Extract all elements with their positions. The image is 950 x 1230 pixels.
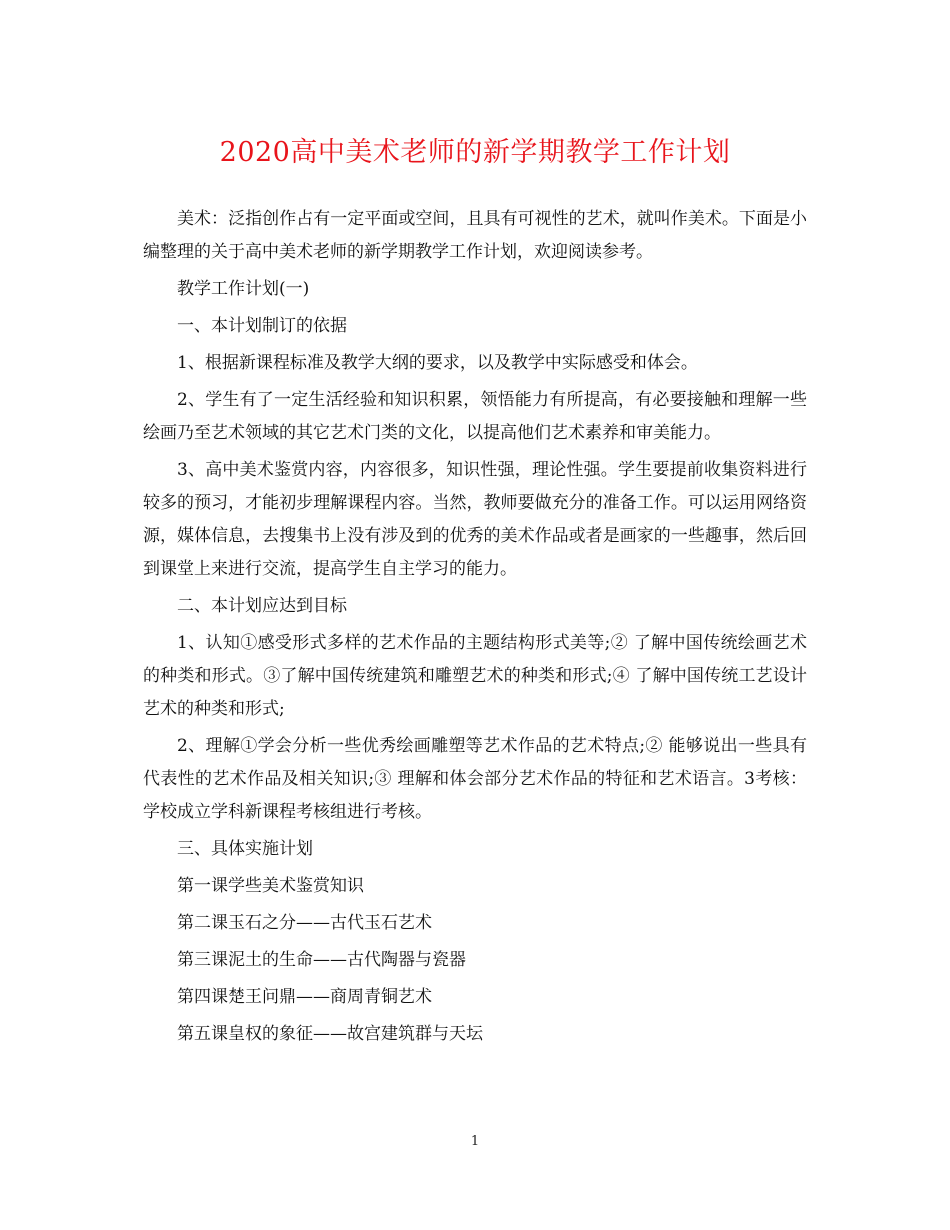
- paragraph-lesson-4: 第四课楚王问鼎——商周青铜艺术: [177, 987, 432, 1007]
- document-body: [143, 203, 807, 1055]
- paragraph-basis-2: 2、学生有了一定生活经验和知识积累，领悟能力有所提高，有必要接触和理解一些绘画乃至艺术领域的其它艺术门类的文化，以提高他们艺术素养和审美能力。: [143, 390, 807, 443]
- paragraph-basis-3: 3、高中美术鉴赏内容，内容很多，知识性强，理论性强。学生要提前收集资料进行较多的预习，才能初步理解课程内容。当然，教师要做充分的准备工作。可以运用网络资源，媒体信息，去搜集书上没有涉及到的优秀的美术作品或者是画家的一些趣事，然后回到课堂上来进行交流，提高学生自主学习的能力。: [143, 460, 807, 579]
- paragraph-section-3-heading: 三、具体实施计划: [177, 839, 313, 859]
- paragraph-lesson-2: 第二课玉石之分——古代玉石艺术: [177, 913, 432, 933]
- document-title: 2020高中美术老师的新学期教学工作计划: [219, 137, 731, 168]
- paragraph-lesson-1: 第一课学些美术鉴赏知识: [177, 876, 364, 896]
- paragraph-lesson-5: 第五课皇权的象征——故宫建筑群与天坛: [177, 1024, 483, 1044]
- paragraph-section-1-heading: 一、本计划制订的依据: [177, 316, 347, 336]
- paragraph-section-2-heading: 二、本计划应达到目标: [177, 596, 347, 616]
- paragraph-lesson-3: 第三课泥土的生命——古代陶器与瓷器: [177, 950, 466, 970]
- paragraph-goal-2: 2、理解①学会分析一些优秀绘画雕塑等艺术作品的艺术特点;② 能够说出一些具有代表性的艺术作品及相关知识;③ 理解和体会部分艺术作品的特征和艺术语言。3考核：学校成立学科新课程考核组进行考核。: [143, 736, 807, 822]
- page-number: 1: [470, 1134, 480, 1149]
- paragraph-intro: 美术：泛指创作占有一定平面或空间，且具有可视性的艺术，就叫作美术。下面是小编整理的关于高中美术老师的新学期教学工作计划，欢迎阅读参考。: [143, 209, 807, 262]
- paragraph-goal-1: 1、认知①感受形式多样的艺术作品的主题结构形式美等;② 了解中国传统绘画艺术的种类和形式。③了解中国传统建筑和雕塑艺术的种类和形式;④ 了解中国传统工艺设计艺术的种类和形式;: [143, 633, 807, 719]
- paragraph-plan-heading: 教学工作计划(一): [177, 279, 310, 299]
- paragraph-basis-1: 1、根据新课程标准及教学大纲的要求，以及教学中实际感受和体会。: [177, 353, 698, 373]
